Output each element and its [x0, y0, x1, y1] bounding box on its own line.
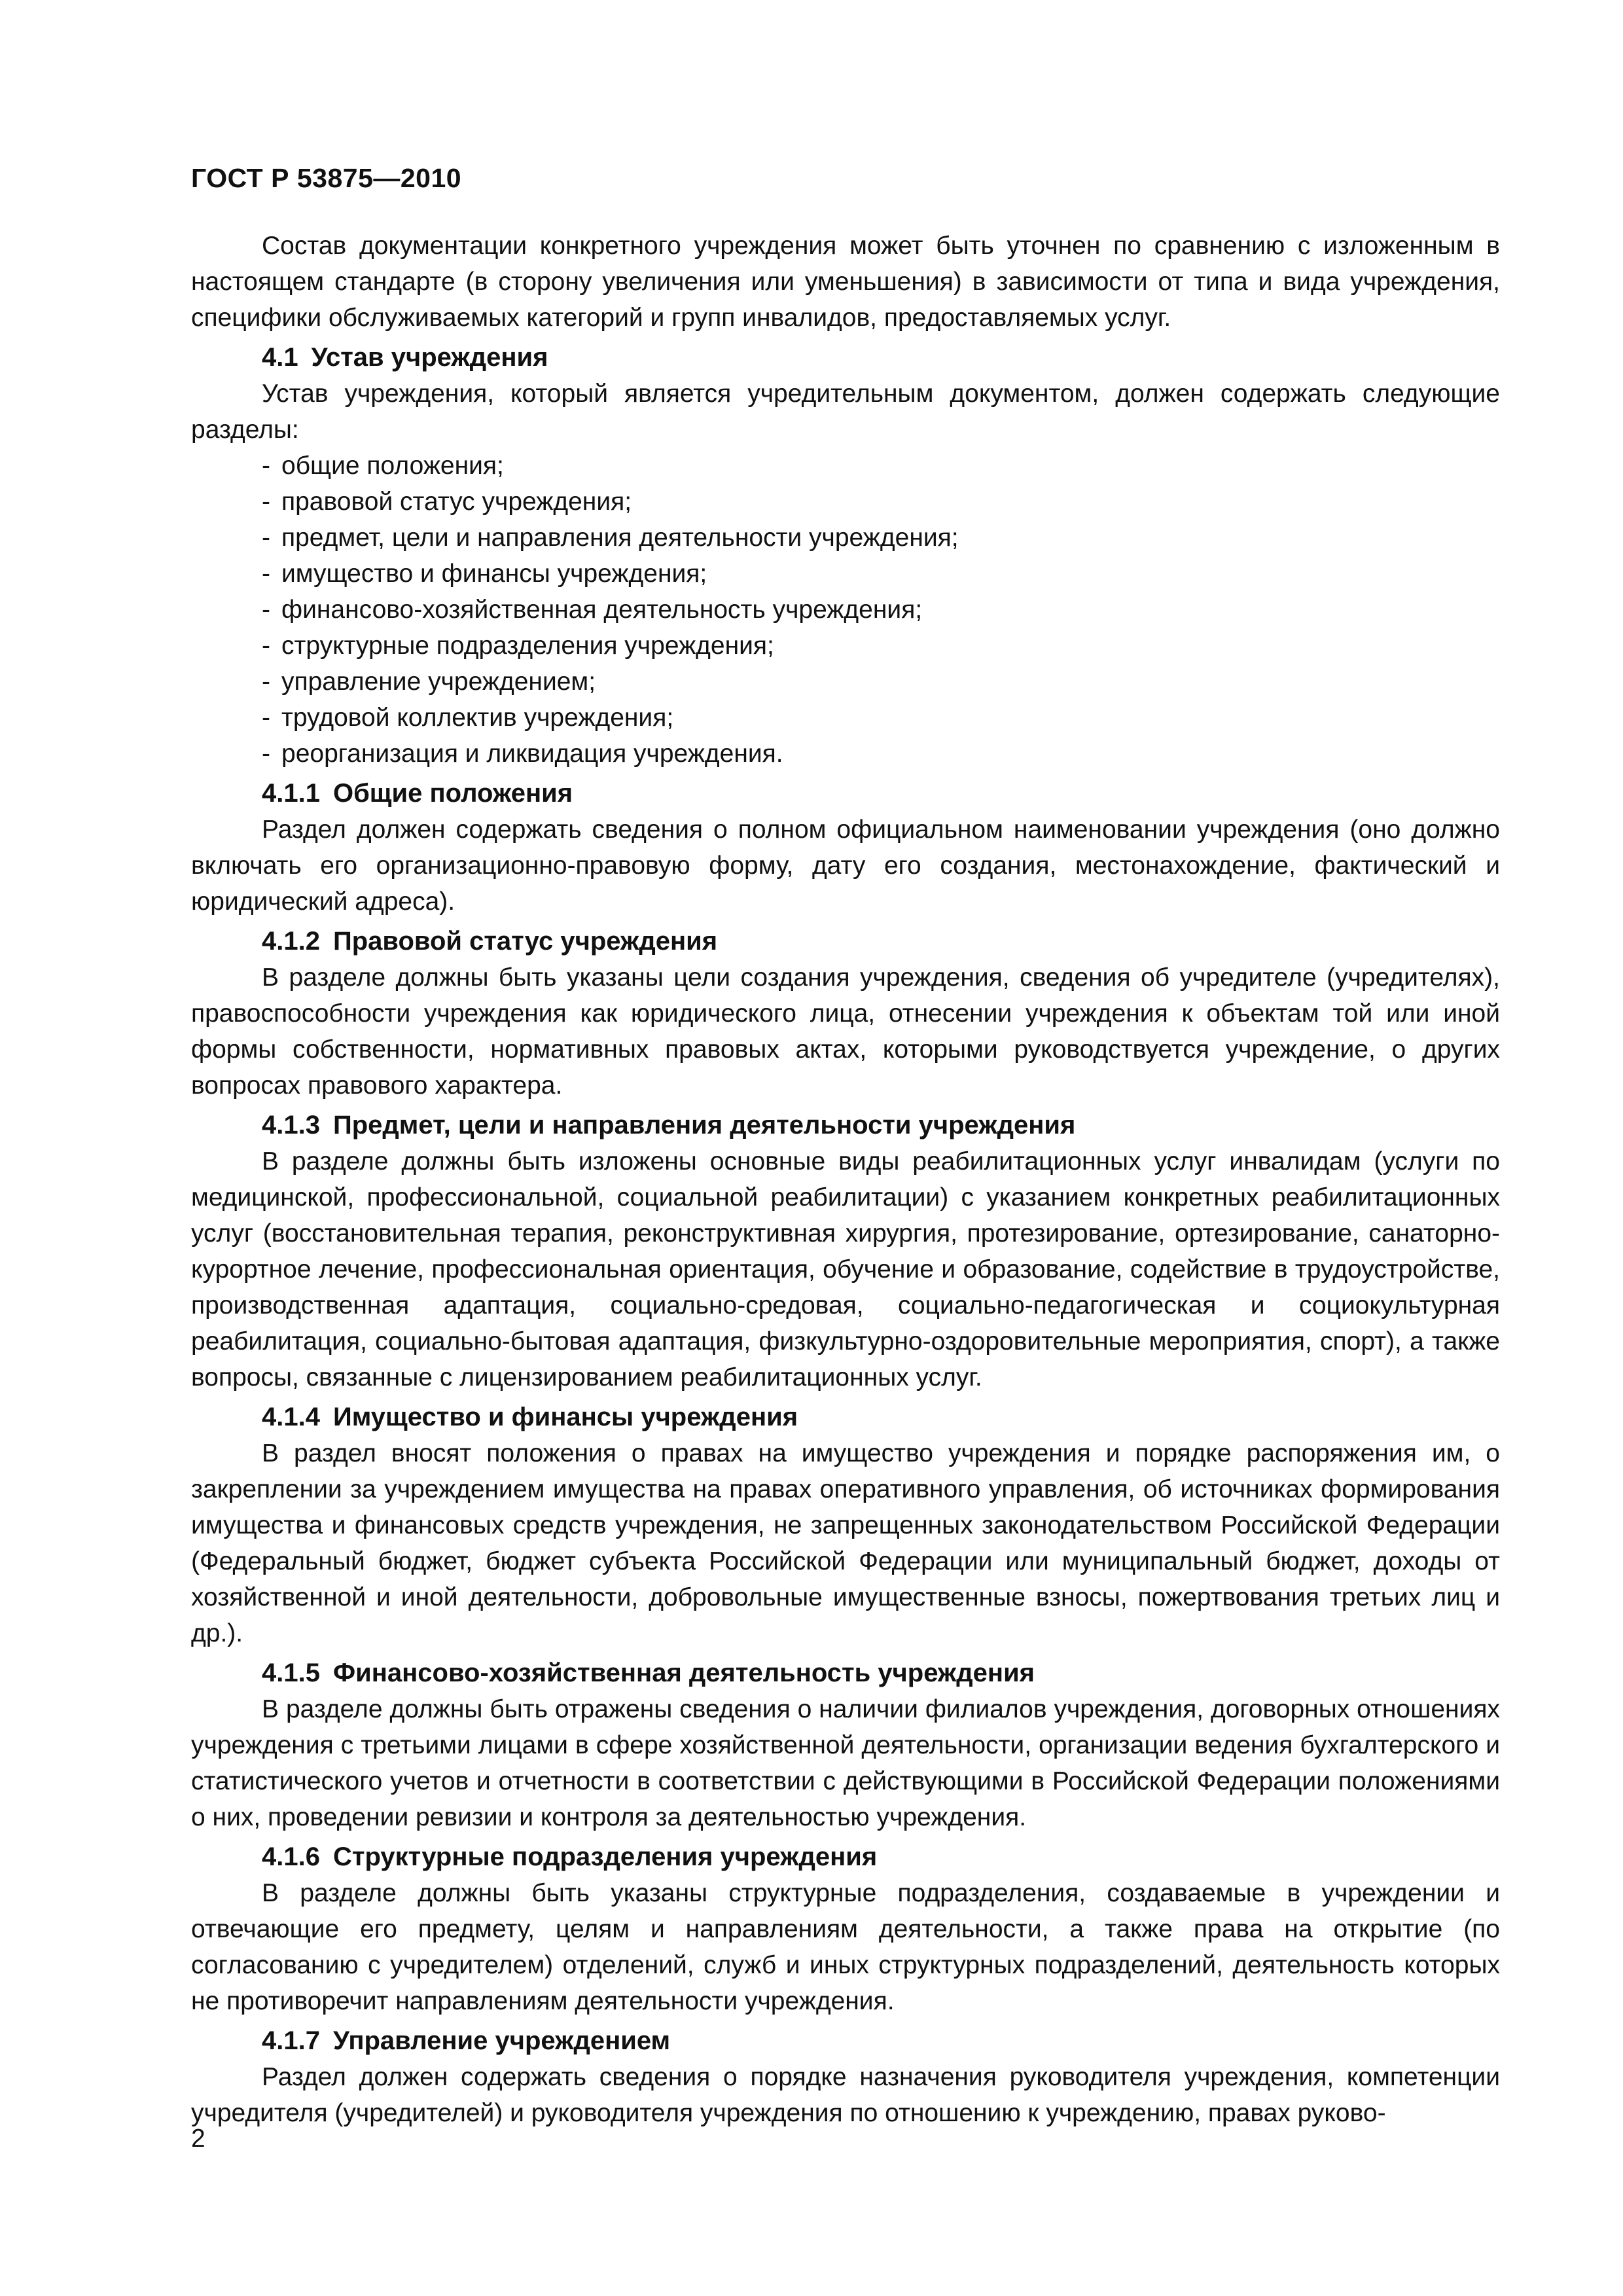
- section-title: Устав учреждения: [311, 343, 548, 372]
- list-item: - управление учреждением;: [262, 668, 596, 696]
- list-item: - структурные подразделения учреждения;: [262, 632, 774, 660]
- section-4-1-2-text: В разделе должны быть указаны цели создания учреждения, сведения об учредителе (учредителях), правоспособности учреждения как юридического лица, отнесении учреждения к объектам той или иной формы собственности, нормативных правовых актах, которыми руководствуется учреждение, о других вопросах правового характера.: [191, 963, 1500, 1100]
- section-4-1-6-heading: 4.1.6 Структурные подразделения учреждения: [262, 1842, 878, 1871]
- section-4-1-2-heading: 4.1.2 Правовой статус учреждения: [262, 927, 718, 956]
- section-4-1-text: Устав учреждения, который является учредительным документом, должен содержать следующие разделы:: [191, 380, 1500, 444]
- document-code-header: ГОСТ Р 53875—2010: [191, 163, 462, 193]
- section-4-1-6-text: В разделе должны быть указаны структурные подразделения, создаваемые в учреждении и отвечающие его предмету, целям и направлениям деятельности, а также права на открытие (по согласованию с учредителем) отделений, служб и иных структурных подразделений, деятельность которых не противоречит направлениям деятельности учреждения.: [191, 1879, 1500, 2015]
- section-4-1-3-heading: 4.1.3 Предмет, цели и направления деятельности учреждения: [262, 1111, 1076, 1139]
- list-item: - имущество и финансы учреждения;: [262, 560, 707, 588]
- document-body: [191, 228, 1500, 2131]
- section-4-1-3-text: В разделе должны быть изложены основные виды реабилитационных услуг инвалидам (услуги по медицинской, профессиональной, социальной реабилитации) с указанием конкретных реабилитационных услуг (восстановительная терапия, реконструктивная хирургия, протезирование, ортезирование, санаторно-курортное лечение, профессиональная ориентация, обучение и образование, содействие в трудоустройстве, производственная адаптация, социально-средовая, социально-педагогическая и социокультурная реабилитация, социально-бытовая адаптация, физкультурно-оздоровительные мероприятия, спорт), а также вопросы, связанные с лицензированием реабилитационных услуг.: [191, 1147, 1500, 1391]
- intro-paragraph: Состав документации конкретного учреждения может быть уточнен по сравнению с изложенным в настоящем стандарте (в сторону увеличения или уменьшения) в зависимости от типа и вида учреждения, специфики обслуживаемых категорий и групп инвалидов, предоставляемых услуг.: [191, 232, 1500, 332]
- list-item: - общие положения;: [262, 452, 504, 480]
- section-4-1-1-text: Раздел должен содержать сведения о полном официальном наименовании учреждения (оно должно включать его организационно-правовую форму, дату его создания, местонахождение, фактический и юридический адреса).: [191, 816, 1500, 916]
- charter-sections-list: [191, 448, 1500, 772]
- section-4-1-1-heading: 4.1.1 Общие положения: [262, 779, 573, 808]
- list-item: - правовой статус учреждения;: [262, 488, 632, 516]
- section-4-1-heading: [262, 340, 1500, 376]
- section-4-1-5-text: В разделе должны быть отражены сведения о наличии филиалов учреждения, договорных отношениях учреждения с третьими лицами в сфере хозяйственной деятельности, организации ведения бухгалтерского и статистического учетов и отчетности в соответствии с действующими в Российской Федерации положениями о них, проведении ревизии и контроля за деятельностью учреждения.: [191, 1695, 1500, 1831]
- page-number: 2: [191, 2125, 205, 2153]
- section-4-1-4-text: В раздел вносят положения о правах на имущество учреждения и порядке распоряжения им, о закреплении за учреждением имущества на правах оперативного управления, об источниках формирования имущества и финансовых средств учреждения, не запрещенных законодательством Российской Федерации (Федеральный бюджет, бюджет субъекта Российской Федерации или муниципальный бюджет, доходы от хозяйственной и иной деятельности, добровольные имущественные взносы, пожертвования третьих лиц и др.).: [191, 1439, 1500, 1647]
- section-4-1-7-text: Раздел должен содержать сведения о порядке назначения руководителя учреждения, компетенции учредителя (учредителей) и руководителя учреждения по отношению к учреждению, правах руково-: [191, 2063, 1500, 2127]
- list-item: - финансово-хозяйственная деятельность учреждения;: [262, 596, 923, 624]
- section-number: 4.1: [262, 343, 298, 372]
- section-4-1-5-heading: 4.1.5 Финансово-хозяйственная деятельность учреждения: [262, 1659, 1035, 1687]
- list-item: - реорганизация и ликвидация учреждения.: [262, 740, 783, 768]
- section-4-1-4-heading: 4.1.4 Имущество и финансы учреждения: [262, 1403, 798, 1431]
- section-4-1-7-heading: 4.1.7 Управление учреждением: [262, 2026, 671, 2055]
- list-item: - трудовой коллектив учреждения;: [262, 704, 674, 732]
- list-item: - предмет, цели и направления деятельности учреждения;: [262, 524, 959, 552]
- document-page: [191, 0, 1500, 2296]
